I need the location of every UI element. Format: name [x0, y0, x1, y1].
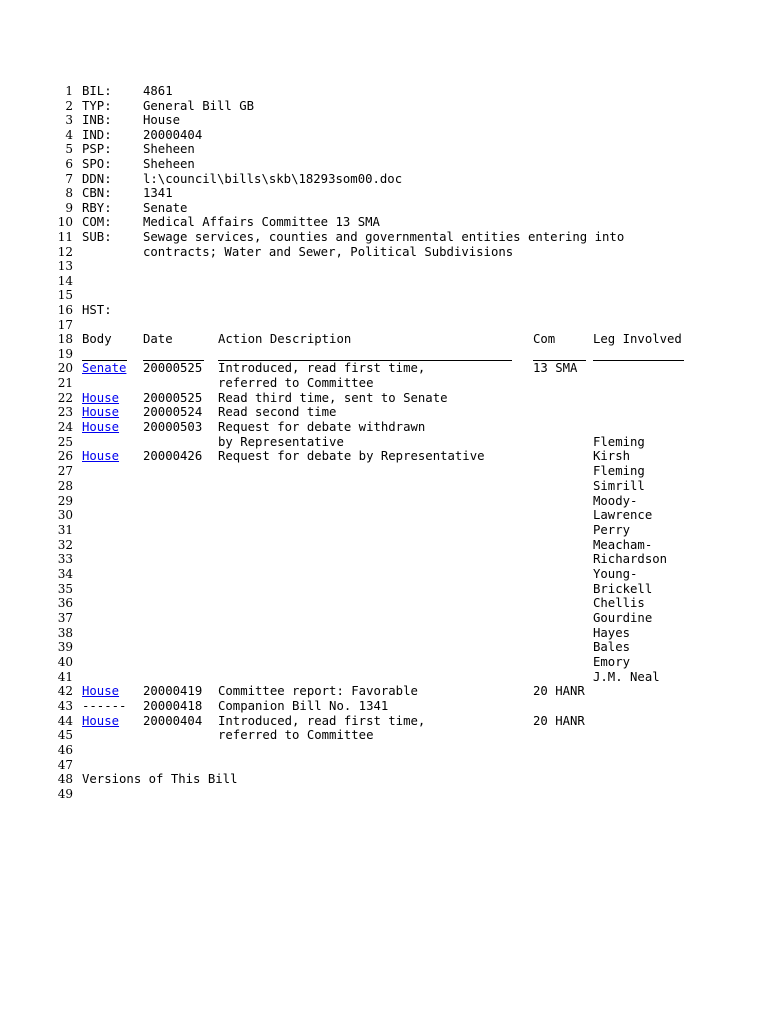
action-description: Request for debate withdrawn: [218, 420, 426, 435]
line-number: 1: [65, 84, 73, 98]
column-header-leg: Leg Involved: [593, 332, 682, 347]
history-row: [0, 699, 770, 714]
body-link[interactable]: House: [82, 390, 120, 405]
committee-code: 13 SMA: [533, 361, 578, 376]
line-number: 9: [65, 200, 73, 215]
line-number: 37: [57, 610, 73, 625]
history-heading: HST:: [82, 303, 112, 317]
column-header-date: Date: [143, 332, 173, 347]
blank-line: [0, 743, 770, 758]
line-number: 29: [57, 493, 73, 508]
header-label: DDN:: [82, 171, 112, 186]
line-number: 13: [57, 259, 73, 274]
body-link[interactable]: Senate: [82, 361, 127, 376]
line-number: 16: [57, 303, 73, 317]
blank-line: [0, 259, 770, 274]
legislator-name: Brickell: [593, 581, 653, 596]
legislator-name: Moody-: [593, 493, 638, 508]
header-row: [0, 172, 770, 187]
history-row: [0, 479, 770, 494]
legislator-name: J.M. Neal: [593, 669, 660, 684]
blank-line: [0, 318, 770, 333]
line-number: 35: [57, 581, 73, 596]
history-row: [0, 670, 770, 685]
line-number: 22: [57, 390, 73, 405]
history-row: [0, 567, 770, 582]
history-row: [0, 494, 770, 509]
header-value: Sheheen: [143, 157, 195, 171]
blank-line: [0, 274, 770, 289]
line-number: 3: [65, 113, 73, 128]
legislator-name: Simrill: [593, 478, 645, 493]
action-description: Introduced, read first time,: [218, 713, 426, 728]
line-number: 45: [57, 728, 73, 743]
header-label: COM:: [82, 215, 112, 230]
line-number: 11: [57, 230, 73, 244]
legislator-name: Perry: [593, 522, 631, 537]
header-value: 1341: [143, 186, 173, 201]
body-link[interactable]: House: [82, 713, 120, 728]
body-link[interactable]: House: [82, 420, 120, 435]
line-number: 6: [65, 157, 73, 171]
header-value: Sewage services, counties and governmental entities entering into: [143, 230, 625, 244]
column-header-com: Com: [533, 332, 556, 347]
action-description: Introduced, read first time,: [218, 361, 426, 376]
body-link[interactable]: House: [82, 449, 120, 464]
action-description: by Representative: [218, 434, 344, 449]
legislator-name: Meacham-: [593, 537, 653, 552]
header-value: Medical Affairs Committee 13 SMA: [143, 215, 380, 230]
history-row: [0, 464, 770, 479]
header-row: [0, 128, 770, 143]
header-label: CBN:: [82, 186, 112, 201]
line-number: 28: [57, 478, 73, 493]
line-number: 10: [57, 215, 73, 230]
history-row: [0, 376, 770, 391]
history-row: [0, 728, 770, 743]
line-number: 47: [57, 757, 73, 772]
legislator-name: Kirsh: [593, 449, 631, 464]
line-number: 12: [57, 244, 73, 259]
line-number: 25: [57, 434, 73, 449]
action-date: 20000525: [143, 390, 203, 405]
header-label: SUB:: [82, 230, 112, 244]
history-row: [0, 552, 770, 567]
history-row: [0, 449, 770, 464]
history-heading-row: [0, 303, 770, 318]
header-value: Sheheen: [143, 142, 195, 157]
line-number: 14: [57, 273, 73, 288]
history-column-headers: [0, 332, 770, 347]
line-number: 4: [65, 127, 73, 142]
header-label: BIL:: [82, 84, 112, 98]
action-description: Read second time: [218, 405, 337, 420]
body-link[interactable]: House: [82, 405, 120, 420]
line-number: 18: [57, 332, 73, 347]
history-row: [0, 538, 770, 553]
history-row: [0, 684, 770, 699]
history-row: [0, 714, 770, 729]
line-number: 46: [57, 743, 73, 758]
line-number: 21: [57, 376, 73, 391]
action-date: 20000503: [143, 420, 203, 435]
legislator-name: Fleming: [593, 434, 645, 449]
blank-line: [0, 758, 770, 773]
line-number: 31: [57, 522, 73, 537]
blank-line: [0, 288, 770, 303]
history-row: [0, 523, 770, 538]
line-number: 17: [57, 317, 73, 332]
history-row: [0, 508, 770, 523]
line-number: 44: [57, 713, 73, 728]
committee-code: 20 HANR: [533, 713, 585, 728]
line-number: 30: [57, 508, 73, 523]
header-row: [0, 142, 770, 157]
versions-heading-row: [0, 772, 770, 787]
legislator-name: Bales: [593, 640, 631, 655]
history-row: [0, 596, 770, 611]
history-row: [0, 391, 770, 406]
header-value: House: [143, 113, 181, 128]
header-value: 20000404: [143, 127, 203, 142]
history-row: [0, 655, 770, 670]
column-header-body: Body: [82, 332, 112, 347]
action-description: referred to Committee: [218, 376, 374, 391]
action-date: 20000404: [143, 713, 203, 728]
legislator-name: Emory: [593, 655, 631, 669]
header-row: [0, 230, 770, 245]
legislator-name: Young-: [593, 566, 638, 581]
legislator-name: Richardson: [593, 552, 668, 567]
header-label: PSP:: [82, 142, 112, 157]
line-number: 24: [57, 420, 73, 435]
action-date: 20000525: [143, 361, 203, 376]
blank-line: [0, 787, 770, 802]
legislator-name: Chellis: [593, 596, 645, 611]
header-row: [0, 84, 770, 99]
line-number: 39: [57, 640, 73, 655]
legislator-name: Gourdine: [593, 610, 653, 625]
action-date: 20000418: [143, 699, 203, 714]
line-number: 20: [57, 361, 73, 376]
line-number: 36: [57, 596, 73, 611]
history-row: [0, 611, 770, 626]
header-label: IND:: [82, 127, 112, 142]
line-number: 34: [57, 566, 73, 581]
history-row: [0, 361, 770, 376]
action-date: 20000524: [143, 405, 203, 420]
line-number: 2: [65, 98, 73, 113]
action-description: Request for debate by Representative: [218, 449, 485, 464]
line-number: 43: [57, 699, 73, 714]
line-number: 41: [57, 669, 73, 684]
history-row: [0, 640, 770, 655]
history-row: [0, 420, 770, 435]
header-value: contracts; Water and Sewer, Political Subdivisions: [143, 244, 514, 259]
header-row: [0, 245, 770, 260]
legislator-name: Hayes: [593, 625, 631, 640]
action-date: 20000426: [143, 449, 203, 464]
line-number: 42: [57, 684, 73, 699]
line-number: 8: [65, 186, 73, 201]
body-text: ------: [82, 699, 127, 714]
body-link[interactable]: House: [82, 684, 120, 699]
header-row: [0, 215, 770, 230]
line-number: 38: [57, 625, 73, 640]
line-number: 5: [65, 142, 73, 157]
legislator-name: Lawrence: [593, 508, 653, 523]
action-date: 20000419: [143, 684, 203, 699]
header-value: General Bill GB: [143, 98, 255, 113]
header-label: RBY:: [82, 200, 112, 215]
line-number: 26: [57, 449, 73, 464]
header-value: l:\council\bills\skb\18293som00.doc: [143, 171, 403, 186]
header-row: [0, 113, 770, 128]
header-row: [0, 186, 770, 201]
line-number: 7: [65, 171, 73, 186]
header-label: INB:: [82, 113, 112, 128]
column-header-action: Action Description: [218, 332, 352, 347]
header-label: TYP:: [82, 98, 112, 113]
history-row: [0, 405, 770, 420]
history-row: [0, 435, 770, 450]
line-number: 49: [57, 786, 73, 801]
line-number: 19: [57, 346, 73, 361]
header-value: Senate: [143, 200, 188, 215]
legislator-name: Fleming: [593, 464, 645, 479]
header-row: [0, 157, 770, 172]
action-description: referred to Committee: [218, 728, 374, 743]
history-row: [0, 582, 770, 597]
committee-code: 20 HANR: [533, 684, 585, 699]
versions-heading: Versions of This Bill: [82, 772, 238, 787]
header-label: SPO:: [82, 157, 112, 171]
history-row: [0, 626, 770, 641]
header-value: 4861: [143, 84, 173, 98]
header-row: [0, 201, 770, 216]
action-description: Read third time, sent to Senate: [218, 390, 448, 405]
line-number: 27: [57, 464, 73, 479]
history-header-rules: [0, 347, 770, 362]
action-description: Companion Bill No. 1341: [218, 699, 389, 714]
line-number: 33: [57, 552, 73, 567]
header-row: [0, 99, 770, 114]
line-number: 15: [57, 288, 73, 303]
action-description: Committee report: Favorable: [218, 684, 418, 699]
line-number: 32: [57, 537, 73, 552]
line-number: 40: [57, 655, 73, 669]
line-number: 23: [57, 405, 73, 420]
line-number: 48: [57, 772, 73, 787]
